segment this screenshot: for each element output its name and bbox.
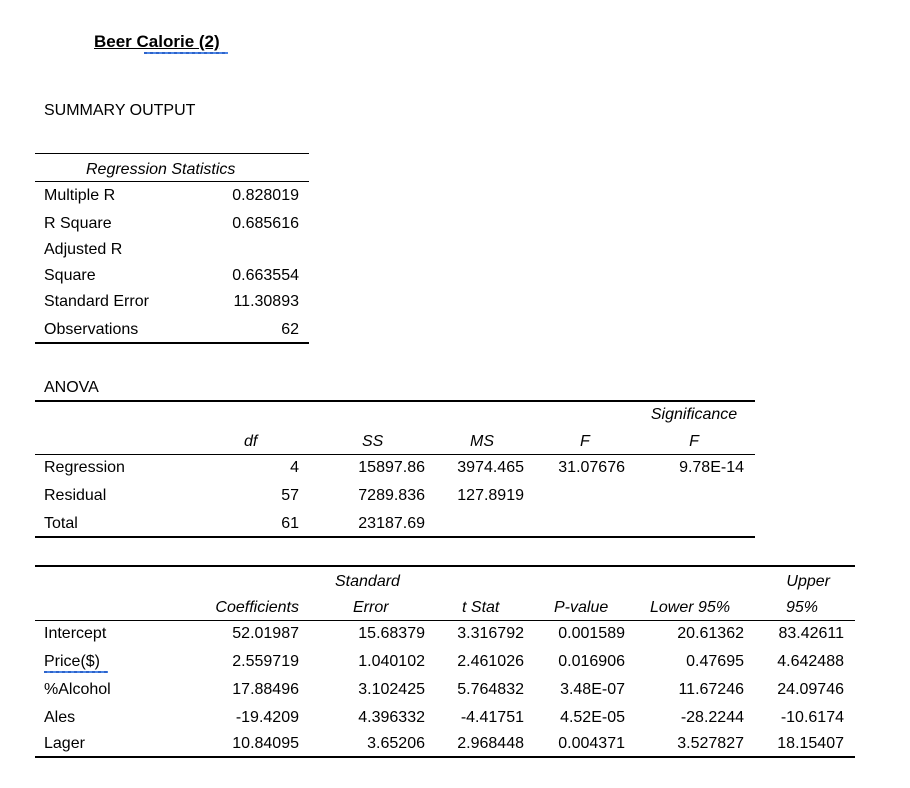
regstats-label: Adjusted R xyxy=(44,241,123,258)
regstats-label: R Square xyxy=(44,215,112,232)
regstats-value: 0.663554 xyxy=(232,267,299,284)
coef-cell-upper: 18.15407 xyxy=(777,735,844,752)
anova-cell-ss: 15897.86 xyxy=(358,459,425,476)
coef-cell-coef: -19.4209 xyxy=(235,709,299,726)
anova-col-ms: MS xyxy=(470,433,494,450)
regstats-bottom-rule xyxy=(35,342,309,344)
spellcheck-underline xyxy=(44,671,108,673)
document-title: Beer Calorie (2) xyxy=(94,32,220,51)
coef-cell-p: 0.016906 xyxy=(558,653,625,670)
regstats-label: Observations xyxy=(44,321,139,338)
coef-col-upper: 95% xyxy=(786,599,819,616)
coef-cell-lower: 20.61362 xyxy=(677,625,744,642)
coef-cell-t: 2.461026 xyxy=(457,653,524,670)
coef-row-label: Ales xyxy=(44,709,76,726)
anova-col-sig: F xyxy=(689,433,699,450)
regstats-heading: Regression Statistics xyxy=(86,161,236,178)
coef-cell-se: 4.396332 xyxy=(358,709,425,726)
coef-top-rule xyxy=(35,565,855,567)
coef-col-tstat: t Stat xyxy=(462,599,500,616)
coef-cell-se: 15.68379 xyxy=(358,625,425,642)
coef-row-label: Intercept xyxy=(44,625,107,642)
anova-col-sig: Significance xyxy=(650,406,738,423)
anova-cell-f: 31.07676 xyxy=(558,459,625,476)
coef-cell-upper: 24.09746 xyxy=(777,681,844,698)
coef-cell-coef: 10.84095 xyxy=(232,735,299,752)
coef-cell-coef: 17.88496 xyxy=(232,681,299,698)
anova-cell-ms: 3974.465 xyxy=(457,459,524,476)
anova-heading: ANOVA xyxy=(44,379,99,396)
coef-col-coef: Coefficients xyxy=(215,599,299,616)
coef-cell-upper: 83.42611 xyxy=(778,625,844,642)
anova-col-df: df xyxy=(244,433,258,450)
coef-col-upper: Upper xyxy=(786,573,830,590)
regstats-value: 0.685616 xyxy=(232,215,299,232)
anova-top-rule xyxy=(35,400,755,402)
regstats-value: 62 xyxy=(281,321,299,338)
coef-row-label: %Alcohol xyxy=(44,681,111,698)
coef-cell-t: 2.968448 xyxy=(457,735,524,752)
coef-cell-lower: 11.67246 xyxy=(678,681,744,698)
regstats-header-rule xyxy=(35,181,309,182)
anova-cell-ms: 127.8919 xyxy=(457,487,524,504)
anova-col-ss: SS xyxy=(362,433,384,450)
coef-col-se: Standard xyxy=(335,573,400,590)
coef-col-pvalue: P-value xyxy=(554,599,609,616)
coef-cell-p: 4.52E-05 xyxy=(560,709,625,726)
anova-col-f: F xyxy=(580,433,590,450)
regstats-label: Standard Error xyxy=(44,293,149,310)
coef-cell-coef: 52.01987 xyxy=(232,625,299,642)
coef-header-rule xyxy=(35,620,855,621)
anova-bottom-rule xyxy=(35,536,755,538)
anova-header-rule xyxy=(35,454,755,455)
regstats-label: Multiple R xyxy=(44,187,116,204)
coef-cell-t: 5.764832 xyxy=(457,681,524,698)
anova-cell-ss: 23187.69 xyxy=(358,515,425,532)
anova-cell-sig: 9.78E-14 xyxy=(679,459,744,476)
coef-cell-t: 3.316792 xyxy=(457,625,524,642)
coef-cell-p: 0.004371 xyxy=(558,735,625,752)
anova-row-label: Total xyxy=(44,515,78,532)
coef-cell-upper: -10.6174 xyxy=(780,709,844,726)
anova-cell-ss: 7289.836 xyxy=(358,487,425,504)
regstats-value: 11.30893 xyxy=(233,293,299,310)
coef-row-label: Price($) xyxy=(44,653,101,670)
anova-row-label: Regression xyxy=(44,459,125,476)
coef-cell-lower: 0.47695 xyxy=(686,653,744,670)
anova-cell-df: 61 xyxy=(281,515,299,532)
regstats-label: Square xyxy=(44,267,96,284)
coef-cell-lower: -28.2244 xyxy=(680,709,744,726)
coef-cell-t: -4.41751 xyxy=(460,709,524,726)
coef-cell-lower: 3.527827 xyxy=(677,735,744,752)
coef-cell-coef: 2.559719 xyxy=(232,653,299,670)
anova-cell-df: 57 xyxy=(281,487,299,504)
spellcheck-underline xyxy=(144,52,228,54)
coef-cell-se: 3.102425 xyxy=(358,681,425,698)
coef-cell-se: 1.040102 xyxy=(358,653,425,670)
coef-cell-p: 0.001589 xyxy=(558,625,625,642)
summary-heading: SUMMARY OUTPUT xyxy=(44,102,196,119)
regstats-top-rule xyxy=(35,153,309,154)
coef-cell-se: 3.65206 xyxy=(367,735,425,752)
coef-cell-p: 3.48E-07 xyxy=(560,681,625,698)
anova-cell-df: 4 xyxy=(290,459,299,476)
coef-bottom-rule xyxy=(35,756,855,758)
regstats-value: 0.828019 xyxy=(232,187,299,204)
coef-col-lower: Lower 95% xyxy=(650,599,731,616)
coef-col-se: Error xyxy=(353,599,389,616)
coef-row-label: Lager xyxy=(44,735,85,752)
coef-cell-upper: 4.642488 xyxy=(777,653,844,670)
anova-row-label: Residual xyxy=(44,487,107,504)
